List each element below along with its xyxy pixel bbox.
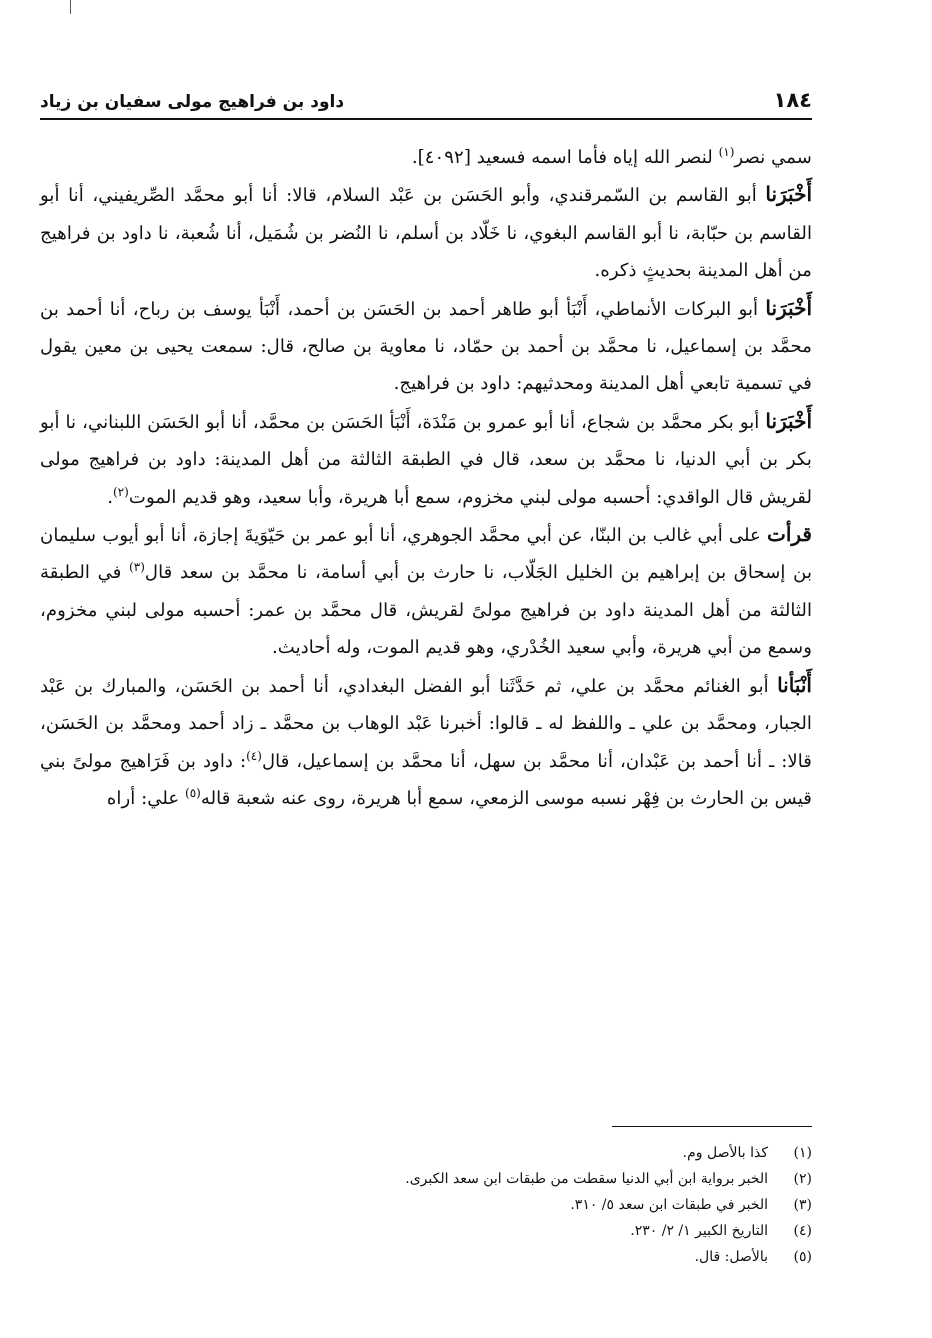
paragraph-text: في الطبقة الثالثة من أهل المدينة داود بن فراهيج مولىً لقريش، قال محمَّد بن عمر: أحسبه مولى لبني مخزوم، وسمع من أبي هريرة، وأبي سعيد الخُدْري، وهو قديم الموت، وله أحاديث.: [40, 562, 812, 659]
footnote: [40, 1166, 812, 1192]
footnote-number: (٥): [793, 1249, 812, 1265]
footnote-separator: [612, 1126, 812, 1127]
paragraph: [40, 667, 812, 818]
footnote: [40, 1244, 812, 1270]
paragraph: [40, 290, 812, 403]
footnote: [40, 1192, 812, 1218]
paragraph: [40, 138, 812, 176]
paragraph-lead: أَخْبَرَنا: [765, 408, 812, 433]
footnotes-list: [40, 1140, 812, 1270]
paragraph: [40, 176, 812, 289]
footnote-ref: (٥): [185, 785, 201, 800]
footnote: [40, 1140, 812, 1166]
paragraph-text: على أبي غالب بن البنّا، عن أبي محمَّد الجوهري، أنا أبو عمر بن حَيّوَيةَ إجازة، أنا أبو أيوب سليمان بن إسحاق بن إبراهيم بن الخليل الجَلّاب، نا حارث بن أبي أسامة، نا محمَّد بن سعد قال: [40, 525, 813, 584]
paragraph-text: لنصر الله إياه فأما اسمه فسعيد [٤٠٩٢].: [411, 147, 719, 168]
footnote-number: (٤): [793, 1223, 812, 1239]
footnote-number: (٣): [793, 1197, 812, 1213]
spine-mark: [70, 0, 71, 14]
paragraph-text: أبو الغنائم محمَّد بن علي، ثم حَدَّثَنا أبو الفضل البغدادي، أنا أحمد بن الحَسَن، والمبارك بن عَبْد الجبار، ومحمَّد بن علي ـ واللفظ له ـ قالوا: أخبرنا عَبْد الوهاب بن محمَّد ـ زاد أحمد ومحمَّد بن الحَسَن، قالا: ـ أنا أحمد بن عَبْدان، أنا محمَّد بن سهل، أنا محمَّد بن إسماعيل، قال: [40, 675, 813, 772]
paragraph-lead: أَخْبَرَنا: [765, 295, 812, 320]
footnote-ref: (٤): [246, 748, 262, 763]
footnote-number: (٢): [793, 1171, 812, 1187]
paragraph-text: أبو البركات الأنماطي، أَنْبَأ أبو طاهر أحمد بن الحَسَن بن أحمد، أَنْبَأ يوسف بن رباح، أنا أحمد بن محمَّد بن إسماعيل، نا محمَّد بن أحمد بن حمّاد، نا معاوية بن صالح، قال: سمعت يحيى بن معين يقول في تسمية تابعي أهل المدينة ومحدثيهم: داود بن فراهيج.: [40, 298, 812, 395]
paragraph-lead: قرأت: [767, 522, 812, 547]
footnote-text: التاريخ الكبير ١/ ٢/ ٢٣٠.: [630, 1223, 768, 1239]
main-text: [40, 138, 812, 817]
footnote: [40, 1218, 812, 1244]
footnote-text: الخبر في طبقات ابن سعد ٥/ ٣١٠.: [570, 1197, 768, 1213]
footnote-number: (١): [793, 1145, 812, 1161]
page-header: [40, 80, 812, 120]
running-title: داود بن فراهيج مولى سفيان بن زياد: [40, 92, 345, 112]
paragraph-text: أبو بكر محمَّد بن شجاع، أنا أبو عمرو بن مَنْدَة، أَنْبَأ الحَسَن بن محمَّد، أنا أبو الحَسَن اللبناني، نا أبو بكر بن أبي الدنيا، نا محمَّد بن سعد، قال في الطبقة الثالثة من أهل المدينة: داود بن فراهيج مولى لقريش قال الواقدي: أحسبه مولى لبني مخزوم، سمع أبا هريرة، وأبا سعيد، وهو قديم الموت: [40, 411, 812, 508]
footnote-ref: (٢): [113, 484, 129, 499]
page-number: ١٨٤: [773, 88, 812, 112]
paragraph-text: علي: أراه: [106, 787, 186, 809]
paragraph-text: أبو القاسم بن السّمرقندي، وأبو الحَسَن بن عَبْد السلام، قالا: أنا أبو محمَّد الصِّريفيني، أنا أبو القاسم بن حبّابة، نا أبو القاسم البغوي، نا خَلّاد بن أسلم، نا النُضر بن شُمَيل، أنا شُعبة، نا داود بن فراهيج من أهل المدينة بحديثٍ ذكره.: [40, 185, 812, 282]
footnote-ref: (٣): [129, 560, 145, 575]
paragraph-lead: أَخْبَرَنا: [765, 182, 812, 207]
footnote-text: الخبر برواية ابن أبي الدنيا سقطت من طبقات ابن سعد الكبرى.: [405, 1171, 768, 1187]
paragraph-text: .: [107, 486, 114, 508]
paragraph: [40, 403, 812, 516]
paragraph-lead: أَنْبَأنا: [777, 672, 812, 697]
paragraph-text: : داود بن فَرَاهيج مولىً بني قيس بن الحارث بن فِهْر نسبه موسى الزمعي، سمع أبا هريرة، روى عنه شعبة قاله: [40, 750, 812, 809]
paragraph-text: سمي نصر: [734, 147, 812, 168]
footnote-text: بالأصل: قال.: [694, 1249, 768, 1265]
footnote-text: كذا بالأصل وم.: [682, 1145, 768, 1161]
paragraph: [40, 516, 812, 667]
footnote-ref: (١): [718, 144, 735, 159]
